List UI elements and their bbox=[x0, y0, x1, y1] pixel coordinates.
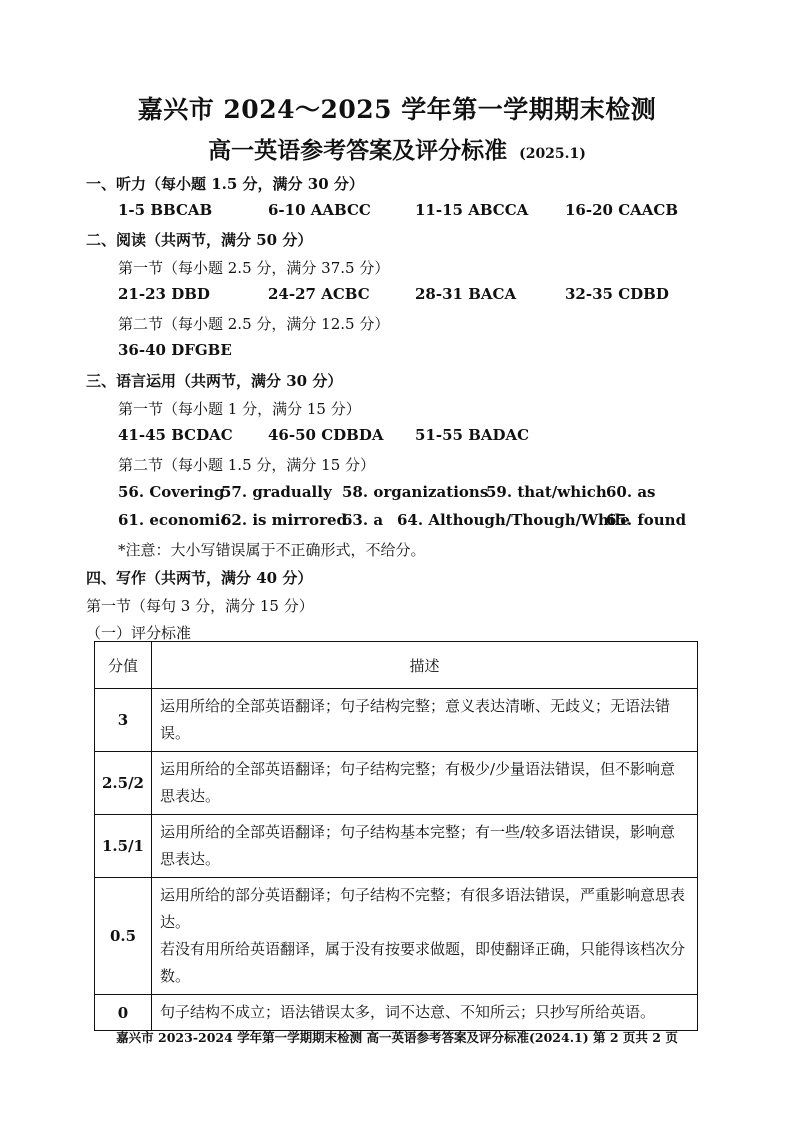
description-cell bbox=[152, 689, 698, 752]
column-header-score: 分值 bbox=[95, 642, 152, 689]
column-header-description: 描述 bbox=[152, 642, 698, 689]
cloze-answer-64: 64. Although/Though/While bbox=[397, 511, 630, 529]
cloze-answer-59: 59. that/which bbox=[486, 483, 607, 501]
language-use-heading: 三、语言运用（共两节，满分 30 分） bbox=[86, 372, 343, 390]
description-text: 运用所给的部分英语翻译；句子结构不完整；有很多语法错误，严重影响意思表达。 bbox=[160, 886, 686, 931]
table-row bbox=[95, 878, 698, 995]
writing-section1-heading: 第一节（每句 3 分，满分 15 分） bbox=[86, 597, 314, 615]
listening-answer-3: 11-15 ABCCA bbox=[415, 201, 529, 219]
cloze-answer-58: 58. organizations bbox=[342, 483, 489, 501]
description-cell bbox=[152, 878, 698, 995]
reading-answer-3: 28-31 BACA bbox=[415, 285, 517, 303]
page-subtitle bbox=[0, 132, 794, 165]
page-title: 嘉兴市 2024～2025 学年第一学期期末检测 bbox=[137, 95, 657, 124]
description-text: 运用所给的全部英语翻译；句子结构完整；意义表达清晰、无歧义；无语法错误。 bbox=[160, 697, 671, 742]
listening-answer-1: 1-5 BBCAB bbox=[118, 201, 213, 219]
cloze-answer-63: 63. a bbox=[342, 511, 384, 529]
table-row bbox=[95, 752, 698, 815]
reading-answer-1: 21-23 DBD bbox=[118, 285, 210, 303]
cloze-answer-62: 62. is mirrored bbox=[221, 511, 347, 529]
writing-heading: 四、写作（共两节，满分 40 分） bbox=[86, 569, 313, 587]
listening-answer-4: 16-20 CAACB bbox=[565, 201, 679, 219]
description-text: 运用所给的全部英语翻译；句子结构基本完整；有一些/较多语法错误，影响意思表达。 bbox=[160, 823, 676, 868]
score-cell: 2.5/2 bbox=[95, 752, 152, 815]
language-section1-heading: 第一节（每小题 1 分，满分 15 分） bbox=[118, 400, 361, 418]
description-cell bbox=[152, 815, 698, 878]
cloze-answer-61: 61. economic bbox=[118, 511, 230, 529]
table-row bbox=[95, 995, 698, 1031]
page-footer: 嘉兴市 2023-2024 学年第一学期期末检测 高一英语参考答案及评分标准(2024.1) 第 2 页共 2 页 bbox=[116, 1030, 678, 1045]
listening-answer-2: 6-10 AABCC bbox=[268, 201, 371, 219]
reading-section2-heading: 第二节（每小题 2.5 分，满分 12.5 分） bbox=[118, 315, 390, 333]
description-cell bbox=[152, 752, 698, 815]
language-answer-3: 51-55 BADAC bbox=[415, 426, 530, 444]
cloze-answer-56: 56. Covering bbox=[118, 483, 225, 501]
description-cell bbox=[152, 995, 698, 1031]
rubric-heading: （一）评分标准 bbox=[86, 624, 192, 642]
language-section2-heading: 第二节（每小题 1.5 分，满分 15 分） bbox=[118, 456, 376, 474]
score-cell: 0.5 bbox=[95, 878, 152, 995]
language-answer-1: 41-45 BCDAC bbox=[118, 426, 233, 444]
cloze-answer-57: 57. gradually bbox=[221, 483, 332, 501]
language-answer-2: 46-50 CDBDA bbox=[268, 426, 384, 444]
rubric-table bbox=[94, 641, 698, 1031]
table-header-row bbox=[95, 642, 698, 689]
table-row bbox=[95, 689, 698, 752]
score-cell: 3 bbox=[95, 689, 152, 752]
score-cell: 1.5/1 bbox=[95, 815, 152, 878]
reading-section1-heading: 第一节（每小题 2.5 分，满分 37.5 分） bbox=[118, 259, 390, 277]
reading-answer-2: 24-27 ACBC bbox=[268, 285, 370, 303]
subtitle-date: (2025.1) bbox=[519, 146, 586, 162]
reading-answer-5: 36-40 DFGBE bbox=[118, 341, 232, 359]
description-text: 运用所给的全部英语翻译；句子结构完整；有极少/少量语法错误，但不影响意思表达。 bbox=[160, 760, 676, 805]
cloze-answer-60: 60. as bbox=[606, 483, 656, 501]
listening-heading: 一、听力（每小题 1.5 分，满分 30 分） bbox=[86, 175, 364, 193]
case-note: *注意：大小写错误属于不正确形式，不给分。 bbox=[118, 541, 426, 559]
table-row bbox=[95, 815, 698, 878]
subtitle-text: 高一英语参考答案及评分标准 bbox=[208, 137, 508, 164]
description-text: 句子结构不成立；语法错误太多，词不达意、不知所云；只抄写所给英语。 bbox=[160, 1003, 656, 1021]
reading-heading: 二、阅读（共两节，满分 50 分） bbox=[86, 231, 313, 249]
reading-answer-4: 32-35 CDBD bbox=[565, 285, 669, 303]
description-text: 若没有用所给英语翻译，属于没有按要求做题，即使翻译正确，只能得该档次分数。 bbox=[160, 940, 686, 985]
score-cell: 0 bbox=[95, 995, 152, 1031]
cloze-answer-65: 65. found bbox=[606, 511, 687, 529]
